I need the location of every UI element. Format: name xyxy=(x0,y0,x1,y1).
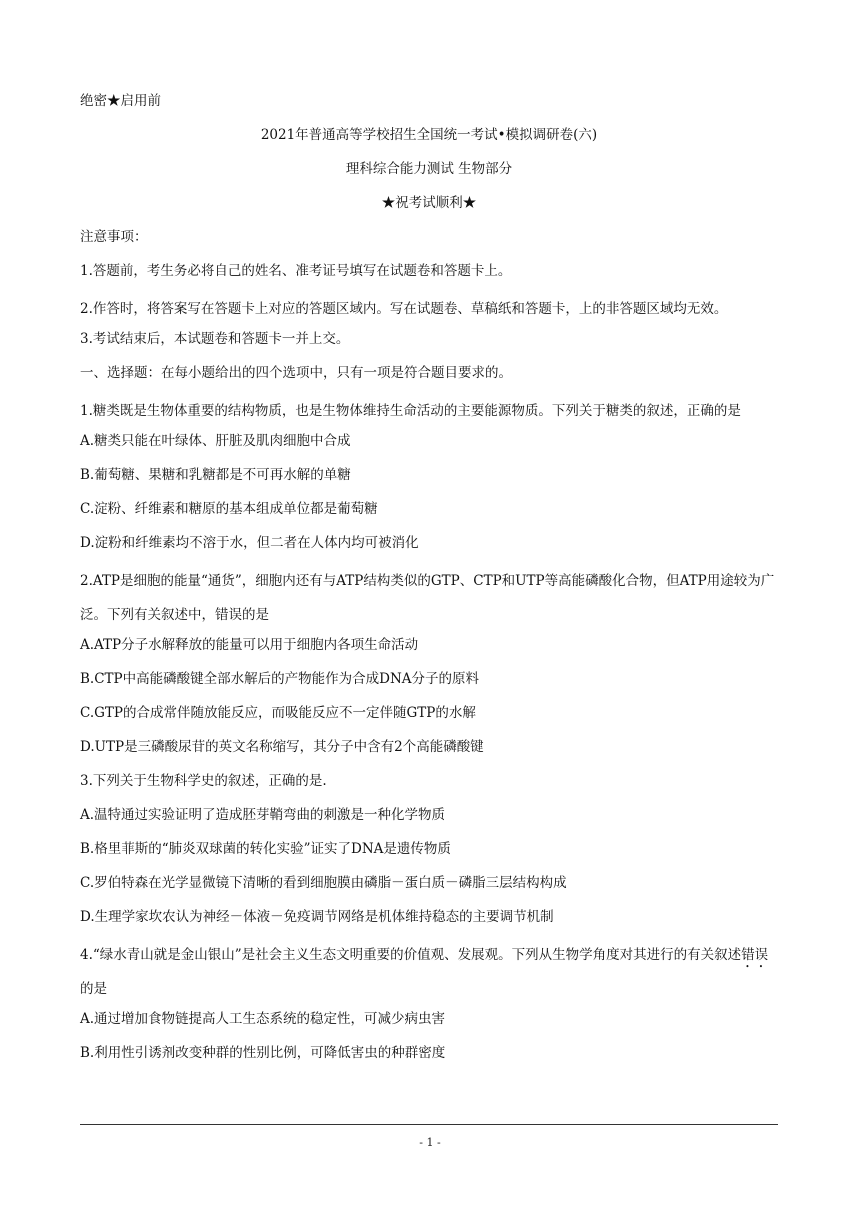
question-option: D.生理学家坎农认为神经－体液－免疫调节网络是机体维持稳态的主要调节机制 xyxy=(80,909,554,925)
question-stem xyxy=(80,938,778,1006)
section-heading: 一、选择题：在每小题给出的四个选项中，只有一项是符合题目要求的。 xyxy=(80,365,512,381)
question-option: C.GTP的合成常伴随放能反应，而吸能反应不一定伴随GTP的水解 xyxy=(80,705,476,721)
question-stem: 1.糖类既是生物体重要的结构物质，也是生物体维持生命活动的主要能源物质。下列关于糖类的叙述，正确的是 xyxy=(80,403,741,419)
good-luck-wish: ★祝考试顺利★ xyxy=(381,195,477,211)
question-option: B.格里菲斯的“肺炎双球菌的转化实验”证实了DNA是遗传物质 xyxy=(80,841,451,857)
question-option: B.葡萄糖、果糖和乳糖都是不可再水解的单糖 xyxy=(80,467,351,483)
question-option: B.CTP中高能磷酸键全部水解后的产物能作为合成DNA分子的原料 xyxy=(80,671,480,687)
question-stem: 3.下列关于生物科学史的叙述，正确的是. xyxy=(80,773,327,789)
note-item: 2.作答时，将答案写在答题卡上对应的答题区域内。写在试题卷、草稿纸和答题卡，上的非答题区域均无效。 xyxy=(80,301,728,317)
exam-subtitle: 理科综合能力测试 生物部分 xyxy=(345,161,513,177)
note-item: 3.考试结束后，本试题卷和答题卡一并上交。 xyxy=(80,331,350,347)
question-stem-text: 4.“绿水青山就是金山银山”是社会主义生态文明重要的价值观、发展观。下列从生物学角度对其进行的有关叙述 xyxy=(80,947,742,963)
question-option: A.ATP分子水解释放的能量可以用于细胞内各项生命活动 xyxy=(80,637,419,653)
question-option: C.罗伯特森在光学显微镜下清晰的看到细胞膜由磷脂－蛋白质－磷脂三层结构构成 xyxy=(80,875,567,891)
footer-divider xyxy=(80,1124,778,1125)
question-option: B.利用性引诱剂改变种群的性别比例，可降低害虫的种群密度 xyxy=(80,1045,446,1061)
question-option: A.通过增加食物链提高人工生态系统的稳定性，可减少病虫害 xyxy=(80,1011,446,1027)
document-body xyxy=(80,88,778,1074)
question-stem-text: 的是 xyxy=(80,981,107,997)
question-option: C.淀粉、纤维素和糖原的基本组成单位都是葡萄糖 xyxy=(80,501,378,517)
question-option: A.糖类只能在叶绿体、肝脏及肌肉细胞中合成 xyxy=(80,433,351,449)
question-stem: 2.ATP是细胞的能量“通货”，细胞内还有与ATP结构类似的GTP、CTP和UTP等高能磷酸化合物，但ATP用途较为广泛。下列有关叙述中，错误的是 xyxy=(80,573,775,623)
note-item: 1.答题前，考生务必将自己的姓名、准考证号填写在试题卷和答题卡上。 xyxy=(80,263,512,279)
question-option: A.温特通过实验证明了造成胚芽鞘弯曲的刺激是一种化学物质 xyxy=(80,807,446,823)
question-option: D.淀粉和纤维素均不溶于水，但二者在人体内均可被消化 xyxy=(80,535,419,551)
exam-title: 2021年普通高等学校招生全国统一考试•模拟调研卷(六) xyxy=(260,127,598,143)
page-number: - 1 - xyxy=(419,1136,441,1149)
secret-mark: 绝密★启用前 xyxy=(80,93,161,109)
question-option: D.UTP是三磷酸尿苷的英文名称缩写，其分子中含有2个高能磷酸键 xyxy=(80,739,484,755)
emphasized-word: 错误 xyxy=(741,947,769,963)
notes-heading: 注意事项： xyxy=(80,229,148,245)
